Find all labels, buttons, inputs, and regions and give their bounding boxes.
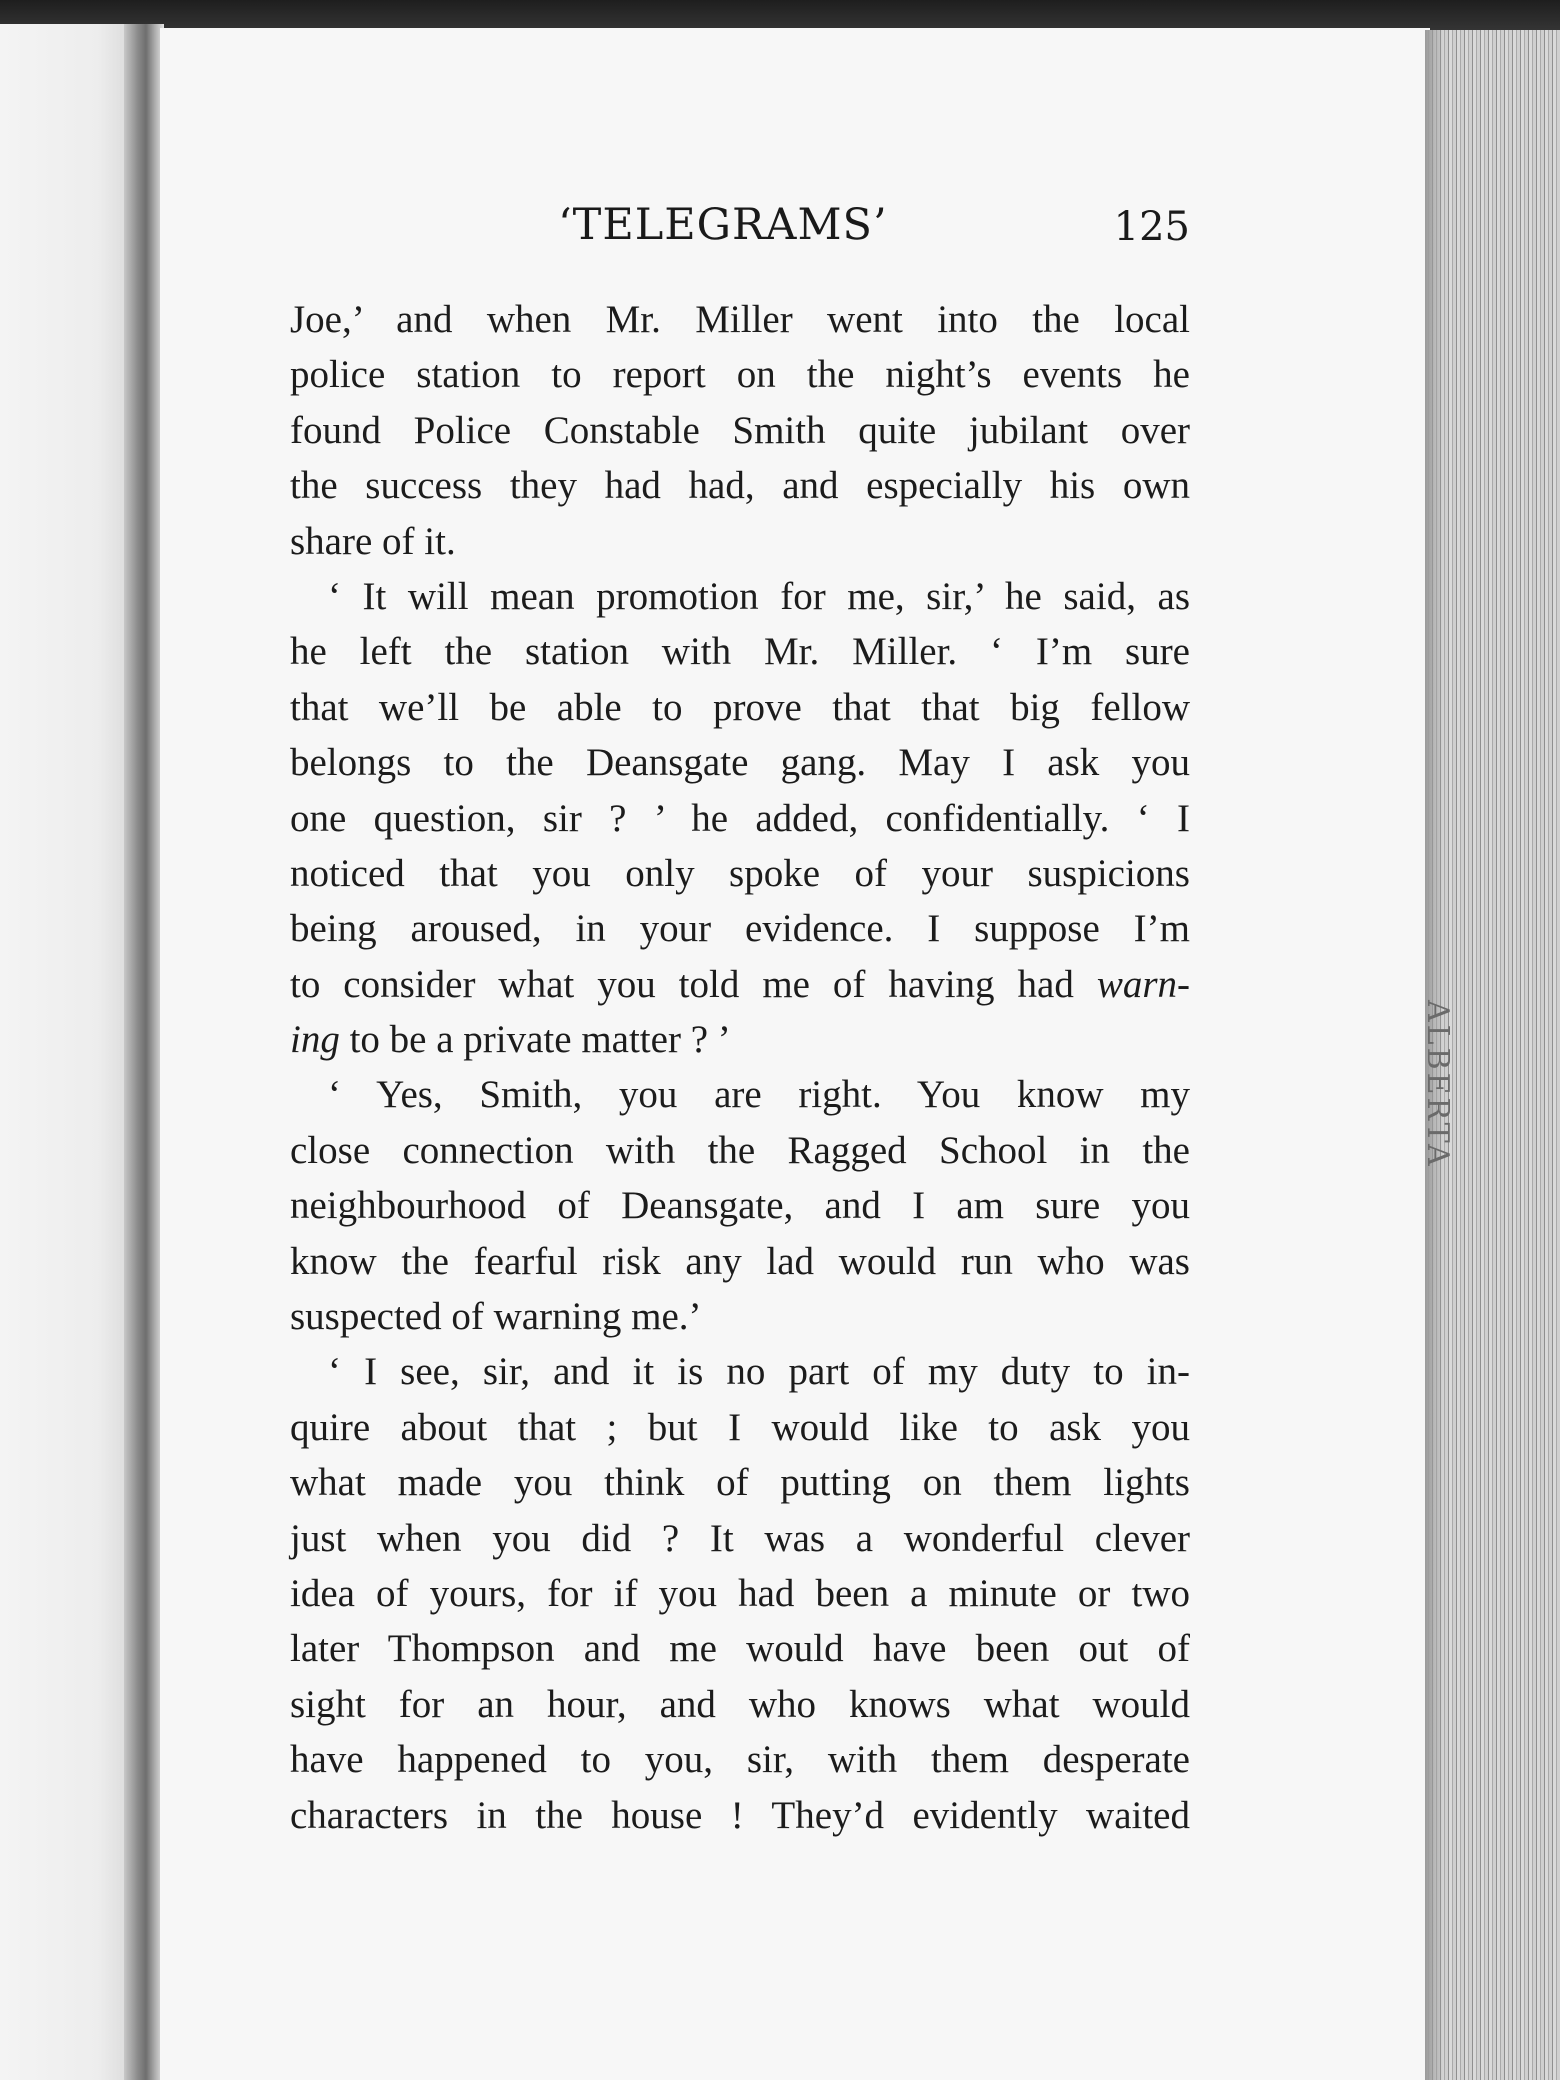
text-line: one question, sir ? ’ he added, confidentially. ‘ I (290, 796, 1190, 840)
text-line: that we’ll be able to prove that that big fellow (290, 685, 1190, 729)
library-stamp (1420, 1000, 1455, 1010)
text-line: quire about that ; but I would like to ask you (290, 1405, 1190, 1449)
text-run: to consider what you told me of having had (290, 962, 1097, 1006)
text-line: being aroused, in your evidence. I suppose I’m (290, 907, 1190, 951)
text-line: ‘ Yes, Smith, you are right. You know my (328, 1073, 1190, 1117)
left-page-edge (0, 24, 140, 2080)
running-header (290, 200, 1190, 270)
text-line: characters in the house ! They’d evidently waited (290, 1793, 1190, 1837)
text-line: have happened to you, sir, with them desperate (290, 1738, 1190, 1782)
text-line: ‘ It will mean promotion for me, sir,’ he said, as (328, 574, 1190, 618)
running-title: ‘TELEGRAMS’ (558, 200, 888, 250)
text-line-with-italic (290, 1012, 1190, 1067)
text-line: ‘ I see, sir, and it is no part of my duty to in- (328, 1350, 1190, 1394)
book-gutter (124, 24, 164, 2080)
text-line-with-italic (290, 957, 1190, 1012)
text-line: police station to report on the night’s events he (290, 353, 1190, 397)
text-line: found Police Constable Smith quite jubilant over (290, 408, 1190, 452)
text-line: close connection with the Ragged School in the (290, 1128, 1190, 1172)
text-line: sight for an hour, and who knows what would (290, 1682, 1190, 1726)
text-line: just when you did ? It was a wonderful clever (290, 1516, 1190, 1560)
text-line: later Thompson and me would have been out of (290, 1627, 1190, 1671)
text-line: he left the station with Mr. Miller. ‘ I’m sure (290, 630, 1190, 674)
text-line: suspected of warning me.’ (290, 1295, 702, 1339)
page-number: 125 (1113, 204, 1190, 250)
text-line: idea of yours, for if you had been a minute or two (290, 1571, 1190, 1615)
text-line: what made you think of putting on them lights (290, 1461, 1190, 1505)
text-line: neighbourhood of Deansgate, and I am sure you (290, 1184, 1190, 1228)
italic-word: ing (290, 1018, 340, 1062)
text-line: belongs to the Deansgate gang. May I ask you (290, 741, 1190, 785)
body-text (290, 292, 1190, 1843)
text-line: share of it. (290, 519, 456, 563)
text-line: Joe,’ and when Mr. Miller went into the local (290, 298, 1190, 341)
italic-word: warn- (1096, 962, 1190, 1006)
text-line: know the fearful risk any lad would run who was (290, 1239, 1190, 1283)
text-run: to be a private matter ? ’ (339, 1018, 731, 1062)
text-line: noticed that you only spoke of your suspicions (290, 851, 1190, 895)
text-line: the success they had had, and especially his own (290, 464, 1190, 508)
